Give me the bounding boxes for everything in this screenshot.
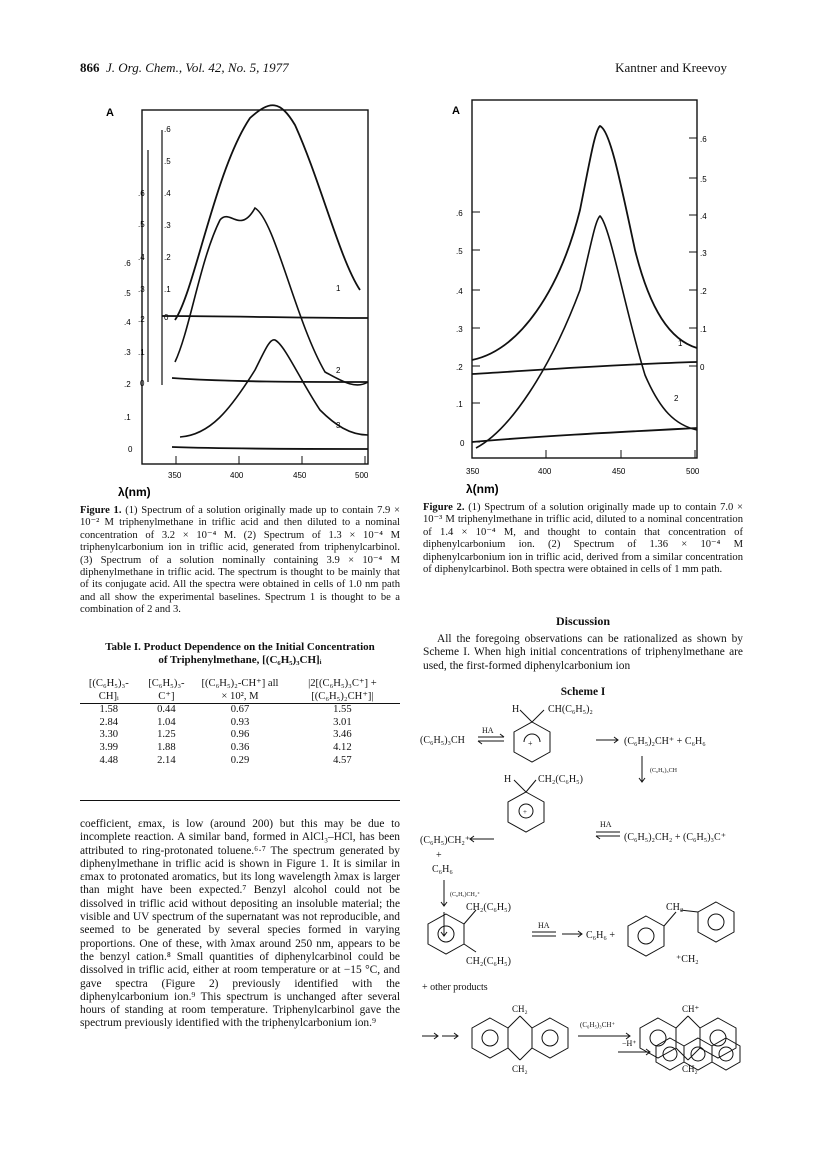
svg-text:.1: .1 xyxy=(138,348,145,357)
svg-text:.4: .4 xyxy=(456,287,463,296)
scheme-final-step xyxy=(600,1030,750,1078)
table-header: [(C₆H₅)₃-CH]ᵢ xyxy=(88,678,129,702)
fig1-x-label: λ(nm) xyxy=(118,485,151,499)
fig1-baseline-3 xyxy=(172,447,368,449)
discussion-heading: Discussion xyxy=(555,614,611,628)
fig1-curve-label: 3 xyxy=(336,421,341,430)
svg-text:(C₆H₅)CH₂⁺: (C₆H₅)CH₂⁺ xyxy=(450,892,481,898)
svg-text:.3: .3 xyxy=(138,285,145,294)
fig2-curve-label: 2 xyxy=(674,394,679,403)
svg-text:+: + xyxy=(436,850,442,861)
svg-text:.6: .6 xyxy=(164,125,171,134)
svg-text:(C₆H₅)CH₂⁺: (C₆H₅)CH₂⁺ xyxy=(420,835,471,846)
svg-text:350: 350 xyxy=(466,467,480,476)
svg-text:.5: .5 xyxy=(456,247,463,256)
svg-text:.3: .3 xyxy=(456,325,463,334)
journal-citation: J. Org. Chem., Vol. 42, No. 5, 1977 xyxy=(106,60,289,75)
svg-text:H: H xyxy=(512,704,520,715)
svg-text:.2: .2 xyxy=(164,253,171,262)
fig2-baseline-2 xyxy=(472,428,697,442)
svg-text:.6: .6 xyxy=(138,189,145,198)
fig2-y-label: A xyxy=(452,105,460,117)
table-header: [(C₆H₅)₂-CH⁺] all × 10², M xyxy=(201,678,279,702)
svg-text:CH₂: CH₂ xyxy=(512,1004,528,1014)
svg-text:.4: .4 xyxy=(164,189,171,198)
svg-text:CH₂(C₆H₅): CH₂(C₆H₅) xyxy=(466,956,511,967)
svg-text:+: + xyxy=(528,739,533,748)
fig2-curve-2 xyxy=(476,216,697,448)
svg-text:0: 0 xyxy=(164,313,169,322)
svg-text:.6: .6 xyxy=(700,135,707,144)
fig1-curve-label: 1 xyxy=(336,284,341,293)
svg-text:H: H xyxy=(504,774,512,785)
svg-text:HA: HA xyxy=(538,921,550,930)
svg-text:.5: .5 xyxy=(138,220,145,229)
svg-text:+: + xyxy=(523,808,527,816)
fig1-scale3 xyxy=(124,259,133,454)
svg-text:.4: .4 xyxy=(124,318,131,327)
svg-text:.3: .3 xyxy=(124,348,131,357)
svg-text:−H⁺: −H⁺ xyxy=(622,1039,637,1048)
table-row: 4.48 2.14 0.29 4.57 xyxy=(99,754,352,766)
svg-text:.2: .2 xyxy=(124,380,131,389)
svg-text:.1: .1 xyxy=(124,413,131,422)
svg-text:CH₂: CH₂ xyxy=(682,1064,698,1074)
svg-text:.5: .5 xyxy=(124,289,131,298)
svg-text:(C₆H₅)₂CH⁺ + C₆H₆: (C₆H₅)₂CH⁺ + C₆H₆ xyxy=(624,736,706,747)
svg-text:0: 0 xyxy=(140,379,145,388)
fig1-scale1 xyxy=(164,125,171,322)
figure-1-plot xyxy=(80,90,410,505)
table-1-title: Table I. Product Dependence on the Initial Concentration of Triphenylmethane, [(C₆H₅)₃CH]ᵢ xyxy=(105,641,375,666)
svg-text:.2: .2 xyxy=(700,287,707,296)
fig1-curve-1 xyxy=(175,105,360,320)
table-row: 3.30 1.25 0.96 3.46 xyxy=(99,729,352,741)
table-1-rule xyxy=(80,800,400,801)
fig1-xtick: 400 xyxy=(230,471,244,480)
svg-text:.4: .4 xyxy=(700,212,707,221)
svg-text:500: 500 xyxy=(686,467,700,476)
table-row: 2.84 1.04 0.93 3.01 xyxy=(99,716,352,728)
figure-2-caption: Figure 2. (1) Spectrum of a solution originally made up to contain 7.0 × 10⁻³ M triphenylmethane in triflic acid, diluted to a nominal concentration of 1.4 × 10⁻⁴ M, and thought to contain that concentration of diphenylcarbonium ion. (2) Spectrum of 1.36 × 10⁻⁴ M diphenylcarbonium ion in triflic acid, derived from a similar concentration of diphenylcarbinol. Both spectra were obtained in cells of 1 mm path. xyxy=(423,502,743,576)
left-column-text: coefficient, εmax, is low (around 200) but this may be due to incomplete reaction. A similar band, formed in AlCl₃–HCl, has been attributed to ring-protonated toluene.⁶·⁷ The spectrum generated by diphenylmethane in triflic acid is shown in Figure 1. It is similar in εmax to protonated aromatics, but its long wavelength λmax is larger than might have been expected.⁷ Benzyl alcohol could not be dissolved in triflic acid without depositing an insoluble material; the visible and UV spectrum of the supernatant was not reproducible, and seemed to be generated by several species formed in varying proportions. One of these, with λmax around 250 nm, appears to be the benzyl cation.⁸ Small quantities of diphenylcarbinol could be dissolved in triflic acid, either at room temperature or at −15 °C, and gave spectra (Figure 2) previously identified with the diphenylcarbonium ion.⁹ This spectrum is unchanged after several hours of standing at room temperature. Triphenylcarbinol gave the spectrum previously identified with the triphenylcarbonium ion.⁹ xyxy=(80,818,400,1030)
svg-text:(C₆H₅)₃CH⁺: (C₆H₅)₃CH⁺ xyxy=(580,1021,616,1029)
fig2-right-scale xyxy=(689,135,707,372)
svg-text:CH₂: CH₂ xyxy=(666,902,684,913)
svg-text:.2: .2 xyxy=(138,315,145,324)
table-1 xyxy=(80,678,400,767)
svg-text:.4: .4 xyxy=(138,253,145,262)
page-number: 866 xyxy=(80,60,100,75)
svg-text:.2: .2 xyxy=(456,363,463,372)
fig1-xtick: 350 xyxy=(168,471,182,480)
fig2-left-scale xyxy=(456,209,480,448)
svg-text:.6: .6 xyxy=(124,259,131,268)
fig2-frame xyxy=(472,100,697,458)
svg-text:0: 0 xyxy=(700,363,705,372)
fig2-x-label: λ(nm) xyxy=(466,482,499,496)
svg-text:.1: .1 xyxy=(456,400,463,409)
fig2-curve-1 xyxy=(472,126,697,360)
discussion-text: All the foregoing observations can be rationalized as shown by Scheme I. When high initial concentrations of triphenylmethane are used, the first-formed diphenylcarbonium ion xyxy=(423,633,743,672)
running-authors: Kantner and Kreevoy xyxy=(615,60,727,75)
figure-1-caption: Figure 1. (1) Spectrum of a solution originally made up to contain 7.9 × 10⁻² M triphenylmethane in triflic acid and then diluted to a nominal concentration of 3.2 × 10⁻⁴ M. (2) Spectrum of 1.3 × 10⁻⁴ M triphenylcarbonium ion in triflic acid, generated from triphenylcarbinol. (3) Spectrum of a solution nominally containing 3.9 × 10⁻⁴ M diphenylmethane in triflic acid. The spectrum is thought to be mainly that of its conjugate acid. All the spectra were obtained in cells of 1.0 nm path and all show the experimental baselines. Spectrum 1 is thought to be a combination of 2 and 3. xyxy=(80,505,400,616)
table-row: 3.99 1.88 0.36 4.12 xyxy=(99,741,352,753)
table-row: 1.58 0.44 0.67 1.55 xyxy=(99,704,352,716)
svg-text:(C₆H₅)₃CH: (C₆H₅)₃CH xyxy=(650,768,677,774)
svg-text:HA: HA xyxy=(482,726,494,735)
fig1-baseline-1 xyxy=(162,316,368,318)
figure-2-plot xyxy=(440,90,730,500)
svg-text:450: 450 xyxy=(612,467,626,476)
svg-text:.1: .1 xyxy=(700,325,707,334)
svg-text:.1: .1 xyxy=(164,285,171,294)
svg-text:C₆H₆: C₆H₆ xyxy=(432,864,453,875)
svg-text:(C₆H₅)₃CH: (C₆H₅)₃CH xyxy=(420,735,465,746)
anthracene-icon xyxy=(656,1038,740,1070)
svg-text:.5: .5 xyxy=(700,175,707,184)
svg-text:CH₂: CH₂ xyxy=(512,1064,528,1074)
scheme-title: Scheme I xyxy=(560,686,606,698)
svg-text:HA: HA xyxy=(600,820,612,829)
svg-text:(C₆H₅)₂CH₂ + (C₆H₅)₃C⁺: (C₆H₅)₂CH₂ + (C₆H₅)₃C⁺ xyxy=(624,832,726,843)
svg-text:⁺CH₂: ⁺CH₂ xyxy=(676,954,699,965)
table-header: |2[(C₆H₅)₃C⁺] + [(C₆H₅)₂CH⁺]| xyxy=(308,678,377,702)
fig1-xtick: 450 xyxy=(293,471,307,480)
svg-text:C₆H₆ +: C₆H₆ + xyxy=(586,930,616,941)
fig1-frame xyxy=(142,110,368,464)
fig2-curve-label: 1 xyxy=(678,339,683,348)
svg-text:0: 0 xyxy=(460,439,465,448)
svg-text:+ other products: + other products xyxy=(422,982,488,993)
fig2-x-ticks xyxy=(466,450,700,476)
svg-text:.6: .6 xyxy=(456,209,463,218)
fig1-x-ticks xyxy=(168,456,369,480)
svg-text:0: 0 xyxy=(128,445,133,454)
svg-text:400: 400 xyxy=(538,467,552,476)
svg-text:CH⁺: CH⁺ xyxy=(682,1004,700,1014)
fig1-y-label: A xyxy=(106,107,114,119)
table-header: [C₆H₅)₃-C⁺] xyxy=(148,678,185,702)
fig2-baseline-1 xyxy=(472,362,697,374)
svg-text:.5: .5 xyxy=(164,157,171,166)
svg-text:CH₂(C₆H₅): CH₂(C₆H₅) xyxy=(538,774,583,785)
svg-text:CH(C₆H₅)₂: CH(C₆H₅)₂ xyxy=(548,704,593,715)
svg-text:.3: .3 xyxy=(700,249,707,258)
fig1-xtick: 500 xyxy=(355,471,369,480)
svg-text:.3: .3 xyxy=(164,221,171,230)
svg-text:CH₂(C₆H₅): CH₂(C₆H₅) xyxy=(466,902,511,913)
scheme-1 xyxy=(420,700,760,1085)
fig1-curve-label: 2 xyxy=(336,366,341,375)
